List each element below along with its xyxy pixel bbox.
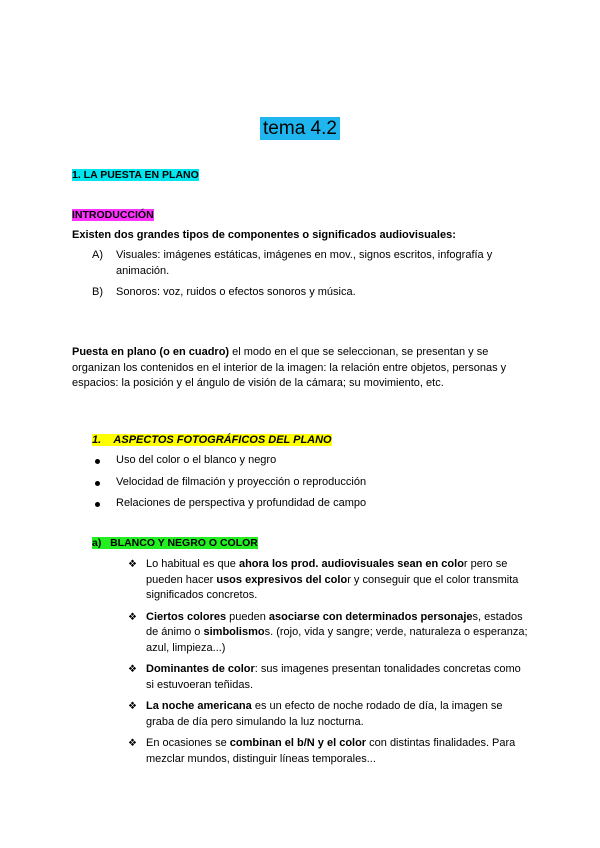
list-item: Uso del color o el blanco y negro [92,453,532,469]
diamond-bullet-icon: ❖ [128,738,137,749]
intro-heading: INTRODUCCIÓN [72,209,154,221]
diamond-bullet-icon: ❖ [128,701,137,712]
list-item [128,557,528,604]
text-segment: s, estados de ánimo o [146,610,523,638]
list-item: B) Sonoros: voz, ruidos o efectos sonoros y música. [92,285,532,301]
text-segment: s. (rojo, vida y sangre; verde, naturaleza o esperanza; azul, limpieza...) [146,626,528,654]
list-marker: A) [92,249,103,261]
text-segment: pueden [226,610,269,623]
bold-text: Dominantes de color [146,663,255,675]
diamond-bullet-icon: ❖ [128,559,137,570]
aspects-heading: 1. ASPECTOS FOTOGRÁFICOS DEL PLANO [92,434,332,446]
text-segment: es un efecto de noche rodado de día, la imagen se graba de día pero simulando la luz nocturna. [146,700,503,728]
bold-text: Ciertos colores [146,610,227,623]
list-item [128,699,528,730]
list-item [128,736,528,767]
component-types-list [92,248,532,307]
bullet-icon [95,481,100,486]
list-item: Relaciones de perspectiva y profundidad de campo [92,496,532,512]
text-segment: Lo habitual es que [146,558,239,570]
document-title: tema 4.2 [0,116,600,142]
text-segment: : sus imagenes presentan tonalidades concretas como si estuvoeran teñidas. [146,663,521,691]
text-segment: r pero se pueden hacer [146,558,508,586]
text-segment: r y conseguir que el color transmita significados concretos. [146,573,519,601]
bullet-icon [95,459,100,464]
aspects-list [92,453,532,518]
text-segment: con distintas finalidades. Para mezclar mundos, distinguir líneas temporales... [146,737,516,765]
text-segment: En ocasiones se [146,737,230,749]
color-heading: a) BLANCO Y NEGRO O COLOR [92,537,258,549]
list-item: Velocidad de filmación y proyección o reproducción [92,475,532,491]
intro-lead: Existen dos grandes tipos de componentes o significados audiovisuales: [72,229,456,241]
diamond-bullet-icon: ❖ [128,611,137,623]
definition-term: Puesta en plano (o en cuadro) [72,346,230,358]
bold-text: La noche americana [146,700,252,712]
bold-text: asociarse con determinados personaje [268,610,473,623]
bold-text: ahora los prod. audiovisuales sean en colo [238,558,464,570]
list-item: A) Visuales: imágenes estáticas, imágenes en mov., signos escritos, infografía y animación. [92,249,493,277]
list-item [128,662,528,693]
bold-text: combinan el b/N y el color [229,737,367,749]
diamond-bullet-icon: ❖ [128,664,137,675]
list-item [128,610,528,657]
list-marker: B) [92,286,103,298]
section-heading-puesta-en-plano: 1. LA PUESTA EN PLANO [72,169,199,181]
bullet-icon [95,502,100,507]
color-items-list [128,557,528,773]
bold-text: usos expresivos del colo [216,573,348,586]
definition-paragraph: Puesta en plano (o en cuadro) el modo en el que se seleccionan, se presentan y se organizan los contenidos en el interior de la imagen: la relación entre objetos, personas y espacios: la posición y el ángulo de visión de la cámara; su movimiento, etc. [72,346,507,389]
bold-text: simbolismo [203,626,265,638]
